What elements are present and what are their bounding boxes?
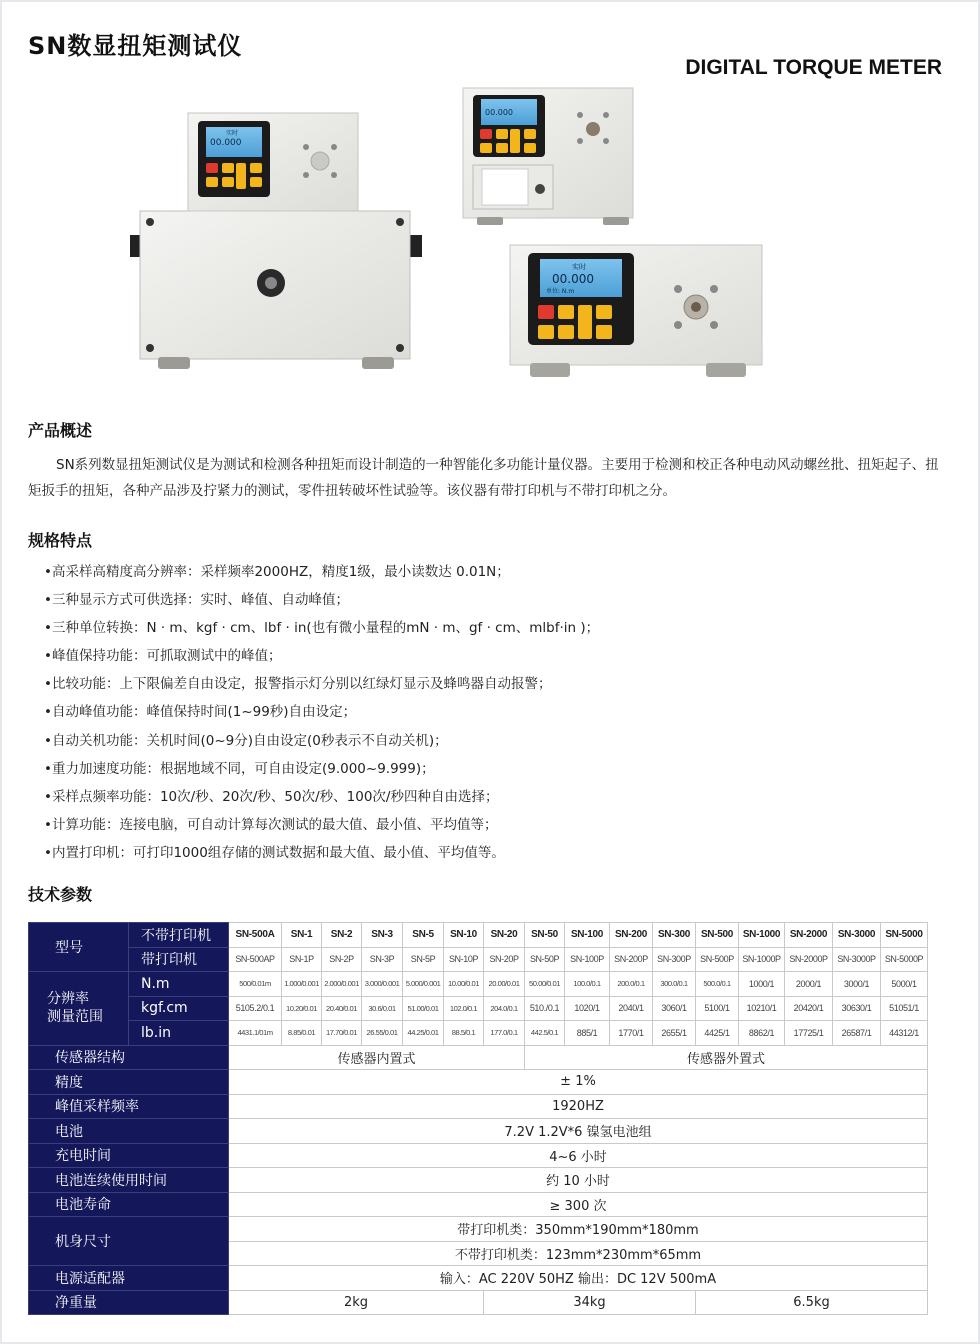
lb-cell: 88.5/0.1 [444,1021,484,1046]
feature-item: •自动峰值功能：峰值保持时间(1~99秒)自由设定； [44,704,357,721]
model-cell: SN-20 [484,923,525,948]
lb-cell: 4425/1 [696,1021,739,1046]
model-p-cell: SN-50P [525,947,565,972]
weight-2: 34kg [484,1290,696,1315]
feature-item: •重力加速度功能：根据地域不同，可自由设定(9.000~9.999)； [44,760,435,777]
sensor-label: 传感器结构 [29,1045,229,1070]
kgf-cell: 10.20/0.01 [282,996,322,1021]
model-cell: SN-200 [610,923,653,948]
table-row [29,1045,928,1070]
table-row [29,1070,928,1095]
feature-item: •三种显示方式可供选择：实时、峰值、自动峰值； [44,592,349,609]
model-cell: SN-10 [444,923,484,948]
features-list [44,558,599,867]
model-p-cell: SN-300P [653,947,696,972]
nm-cell: 5000/1 [881,972,928,997]
model-p-cell: SN-3P [362,947,403,972]
model-p-cell: SN-5P [403,947,444,972]
no-printer-label: 不带打印机 [129,923,229,948]
lb-cell: 2655/1 [653,1021,696,1046]
feature-item: •峰值保持功能：可抓取测试中的峰值； [44,648,282,665]
freq-value: 1920HZ [229,1094,928,1119]
accuracy-label: 精度 [29,1070,229,1095]
lcd-unit-line: 单位: N.m [546,288,575,295]
charge-label: 充电时间 [29,1143,229,1168]
lb-cell: 17.70/0.01 [322,1021,362,1046]
size-no-printer: 不带打印机类：123mm*230mm*65mm [229,1241,928,1266]
overview-heading: 产品概述 [28,421,93,440]
nm-cell: 1.000/0.001 [282,972,322,997]
kgf-cell: 102.0/0.1 [444,996,484,1021]
lb-cell: 442.5/0.1 [525,1021,565,1046]
feature-item: •自动关机功能：关机时间(0~9分)自由设定(0秒表示不自动关机)； [44,732,448,749]
kgf-cell: 510./0.1 [525,996,565,1021]
weight-label: 净重量 [29,1290,229,1315]
model-p-cell: SN-500AP [229,947,282,972]
table-row [29,996,928,1021]
printer-label: 带打印机 [129,947,229,972]
page-title: SN数显扭矩测试仪 [28,32,243,60]
nm-cell: 5.000/0.001 [403,972,444,997]
nm-cell: 500/0.01m [229,972,282,997]
lcd-reading-3: 00.000 [552,272,594,286]
table-row [29,947,928,972]
kgf-cell: 20420/1 [785,996,833,1021]
table-row [29,1119,928,1144]
model-p-cell: SN-100P [565,947,610,972]
battery-label: 电池 [29,1119,229,1144]
table-row [29,972,928,997]
model-p-cell: SN-1P [282,947,322,972]
nm-cell: 2.000/0.001 [322,972,362,997]
model-cell: SN-300 [653,923,696,948]
model-p-cell: SN-2000P [785,947,833,972]
unit-kgf-label: kgf.cm [129,996,229,1021]
kgf-cell: 10210/1 [739,996,785,1021]
device-meter-top [188,113,358,211]
table-row [29,1290,928,1315]
model-cell: SN-2 [322,923,362,948]
model-cell: SN-50 [525,923,565,948]
model-cell: SN-100 [565,923,610,948]
freq-label: 峰值采样频率 [29,1094,229,1119]
table-row [29,1168,928,1193]
feature-item: •比较功能：上下限偏差自由设定，报警指示灯分别以红绿灯显示及蜂鸣器自动报警； [44,676,552,693]
size-printer: 带打印机类：350mm*190mm*180mm [229,1217,928,1242]
kgf-cell: 2040/1 [610,996,653,1021]
overview-text: SN系列数显扭矩测试仪是为测试和检测各种扭矩而设计制造的一种智能化多功能计量仪器。主要用于检测和校正各种电动风动螺丝批、扭矩起子、扭矩扳手的扭矩，各种产品涉及拧紧力的测试，零件扭转破坏性试验等。该仪器有带打印机与不带打印机之分。 [28,457,939,499]
life-label: 电池寿命 [29,1192,229,1217]
table-row [29,923,928,948]
model-p-cell: SN-3000P [833,947,881,972]
device-meter-wide [510,245,762,377]
lb-cell: 8862/1 [739,1021,785,1046]
lcd-reading-2: 00.000 [485,108,513,117]
charge-value: 4~6 小时 [229,1143,928,1168]
kgf-cell: 30630/1 [833,996,881,1021]
lb-cell: 885/1 [565,1021,610,1046]
model-label: 型号 [29,923,129,972]
lcd-mode-label-3: 实时 [572,263,586,271]
kgf-cell: 30.6/0.01 [362,996,403,1021]
feature-item: •内置打印机：可打印1000组存储的测试数据和最大值、最小值、平均值等。 [44,844,505,861]
model-p-cell: SN-20P [484,947,525,972]
model-cell: SN-500 [696,923,739,948]
feature-item: •采样点频率功能：10次/秒、20次/秒、50次/秒、100次/秒四种自由选择； [44,788,499,805]
weight-1: 2kg [229,1290,484,1315]
product-photos [130,85,780,385]
kgf-cell: 204.0/0.1 [484,996,525,1021]
sensor-internal: 传感器内置式 [229,1045,525,1070]
model-cell: SN-3 [362,923,403,948]
device-meter-printer [463,88,633,225]
model-p-cell: SN-10P [444,947,484,972]
model-p-cell: SN-500P [696,947,739,972]
lcd-mode-label: 实时 [226,130,239,137]
model-p-cell: SN-200P [610,947,653,972]
model-cell: SN-2000 [785,923,833,948]
lb-cell: 1770/1 [610,1021,653,1046]
feature-item: •高采样高精度高分辨率：采样频率2000HZ，精度1级，最小读数达 0.01N； [44,564,510,580]
kgf-cell: 51.00/0.01 [403,996,444,1021]
life-value: ≥ 300 次 [229,1192,928,1217]
lb-cell: 26.55/0.01 [362,1021,403,1046]
page-subtitle: DIGITAL TORQUE METER [685,56,942,79]
accuracy-value: ± 1% [229,1070,928,1095]
model-p-cell: SN-1000P [739,947,785,972]
kgf-cell: 20.40/0.01 [322,996,362,1021]
resolution-label [29,972,129,1046]
kgf-cell: 1020/1 [565,996,610,1021]
kgf-cell: 5100/1 [696,996,739,1021]
table-row [29,1266,928,1291]
battery-value: 7.2V 1.2V*6 镍氢电池组 [229,1119,928,1144]
use-value: 约 10 小时 [229,1168,928,1193]
nm-cell: 1000/1 [739,972,785,997]
kgf-cell: 3060/1 [653,996,696,1021]
lb-cell: 44312/1 [881,1021,928,1046]
nm-cell: 10.00/0.01 [444,972,484,997]
lb-cell: 17725/1 [785,1021,833,1046]
resolution-label-2: 测量范围 [47,1009,103,1026]
table-row [29,1217,928,1242]
lcd-reading: 00.000 [210,138,242,148]
nm-cell: 20.00/0.01 [484,972,525,997]
nm-cell: 100.0/0.1 [565,972,610,997]
unit-lb-label: lb.in [129,1021,229,1046]
nm-cell: 500.0/0.1 [696,972,739,997]
lb-cell: 26587/1 [833,1021,881,1046]
table-row [29,1094,928,1119]
table-row [29,1192,928,1217]
specs-heading: 技术参数 [28,885,93,904]
resolution-label-1: 分辨率 [47,991,89,1008]
model-p-cell: SN-5000P [881,947,928,972]
features-heading: 规格特点 [28,531,93,550]
lb-cell: 177.0/0.1 [484,1021,525,1046]
model-cell: SN-1000 [739,923,785,948]
kgf-cell: 51051/1 [881,996,928,1021]
lb-cell: 44.25/0.01 [403,1021,444,1046]
model-cell: SN-5 [403,923,444,948]
nm-cell: 50.00/0.01 [525,972,565,997]
feature-item: •计算功能：连接电脑，可自动计算每次测试的最大值、最小值、平均值等； [44,816,498,833]
lb-cell: 4431.1/01m [229,1021,282,1046]
model-cell: SN-5000 [881,923,928,948]
device-large-base [130,211,422,369]
adapter-value: 输入：AC 220V 50HZ 输出：DC 12V 500mA [229,1266,928,1291]
nm-cell: 2000/1 [785,972,833,997]
feature-item: •三种单位转换：N · m、kgf · cm、lbf · in(也有微小量程的mN · m、gf · cm、mlbf·in )； [44,620,600,637]
model-cell: SN-500A [229,923,282,948]
table-row [29,1143,928,1168]
spec-table [28,922,928,1315]
lb-cell: 8.85/0.01 [282,1021,322,1046]
kgf-cell: 5105.2/0.1 [229,996,282,1021]
table-row [29,1021,928,1046]
model-cell: SN-1 [282,923,322,948]
weight-3: 6.5kg [696,1290,928,1315]
model-p-cell: SN-2P [322,947,362,972]
nm-cell: 300.0/0.1 [653,972,696,997]
sensor-external: 传感器外置式 [525,1045,928,1070]
use-label: 电池连续使用时间 [29,1168,229,1193]
unit-nm-label: N.m [129,972,229,997]
size-label: 机身尺寸 [29,1217,229,1266]
nm-cell: 3.000/0.001 [362,972,403,997]
nm-cell: 3000/1 [833,972,881,997]
adapter-label: 电源适配器 [29,1266,229,1291]
model-cell: SN-3000 [833,923,881,948]
nm-cell: 200.0/0.1 [610,972,653,997]
